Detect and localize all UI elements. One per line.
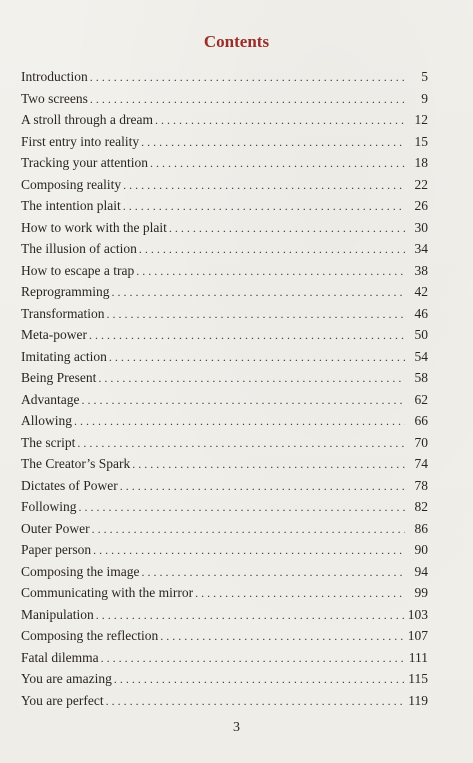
toc-dot-leader [90, 89, 405, 111]
toc-entry-page-number: 119 [408, 692, 428, 708]
toc-entry-title: You are perfect [21, 692, 104, 708]
toc-entry [21, 88, 428, 110]
toc-dot-leader [142, 562, 406, 584]
toc-entry-title: Composing the reflection [21, 628, 159, 643]
toc-entry [21, 604, 428, 626]
toc-entry [21, 582, 428, 604]
toc-entry [21, 152, 428, 174]
toc-entry-page-number: 38 [414, 262, 428, 278]
toc-entry-page-number: 66 [414, 413, 428, 428]
toc-entry-title: The illusion of action [21, 241, 137, 256]
toc-dot-leader [123, 175, 405, 197]
toc-entry-page-number: 26 [414, 198, 428, 213]
toc-entry-page-number: 62 [414, 391, 428, 407]
toc-entry-page-number: 86 [414, 520, 428, 536]
toc-entry [21, 389, 428, 411]
toc-entry-page-number: 115 [408, 671, 428, 686]
toc-dot-leader [93, 540, 405, 562]
toc-entry-page-number: 107 [407, 628, 428, 643]
toc-entry-page-number: 42 [414, 284, 428, 299]
toc-dot-leader [106, 691, 405, 713]
toc-dot-leader [96, 605, 405, 627]
toc-entry-title: How to escape a trap [21, 262, 135, 278]
toc-dot-leader [160, 626, 405, 648]
toc-entry-title: Transformation [21, 305, 105, 321]
toc-entry [21, 410, 428, 432]
toc-entry [21, 496, 428, 518]
toc-entry-title: You are amazing [21, 671, 112, 686]
toc-entry-page-number: 5 [421, 69, 428, 84]
toc-entry-page-number: 22 [414, 176, 428, 192]
toc-entry-title: Being Present [21, 370, 97, 385]
toc-entry-title: Paper person [21, 542, 92, 557]
toc-entry [21, 432, 428, 454]
toc-entry-page-number: 46 [414, 305, 428, 321]
toc-entry-title: Dictates of Power [21, 477, 118, 493]
toc-dot-leader [79, 497, 405, 519]
toc-entry-title: Two screens [21, 90, 88, 106]
toc-entry-title: Advantage [21, 391, 80, 407]
toc-dot-leader [155, 110, 405, 132]
toc-entry [21, 690, 428, 712]
toc-entry [21, 174, 428, 196]
toc-dot-leader [74, 411, 405, 433]
toc-entry-page-number: 70 [414, 434, 428, 450]
toc-dot-leader [136, 261, 405, 283]
toc-entry-title: Reprogramming [21, 284, 110, 299]
toc-entry [21, 324, 428, 346]
toc-entry [21, 367, 428, 389]
toc-entry-title: Following [21, 499, 77, 514]
toc-entry [21, 281, 428, 303]
toc-entry-page-number: 12 [414, 112, 428, 127]
toc-entry-title: How to work with the plait [21, 219, 167, 235]
toc-entry-page-number: 54 [414, 348, 428, 364]
toc-dot-leader [195, 583, 405, 605]
toc-entry-title: Allowing [21, 413, 73, 428]
toc-entry [21, 109, 428, 131]
toc-entry-page-number: 74 [414, 456, 428, 471]
toc-entry-title: Manipulation [21, 606, 94, 622]
toc-entry-title: Outer Power [21, 520, 90, 536]
toc-entry [21, 217, 428, 239]
toc-entry [21, 647, 428, 669]
toc-dot-leader [98, 368, 405, 390]
toc-entry-title: Meta-power [21, 327, 87, 342]
toc-entry [21, 539, 428, 561]
toc-dot-leader [111, 282, 405, 304]
toc-entry-title: Imitating action [21, 348, 107, 364]
toc-entry-title: First entry into reality [21, 133, 140, 149]
toc-entry [21, 346, 428, 368]
toc-dot-leader [92, 519, 405, 541]
toc-dot-leader [101, 648, 405, 670]
toc-entry-page-number: 99 [414, 585, 428, 600]
toc-entry [21, 195, 428, 217]
toc-entry-page-number: 94 [414, 563, 428, 579]
toc-dot-leader [139, 239, 405, 261]
toc-entry-page-number: 78 [414, 477, 428, 493]
toc-entry [21, 238, 428, 260]
toc-entry [21, 561, 428, 583]
toc-entry-page-number: 50 [414, 327, 428, 342]
toc-entry-page-number: 18 [414, 155, 428, 170]
toc-dot-leader [132, 454, 405, 476]
toc-entry-title: Composing the image [21, 563, 140, 579]
toc-entry-page-number: 15 [414, 133, 428, 149]
toc-entry-title: The Creator’s Spark [21, 456, 131, 471]
toc-entry-page-number: 103 [407, 606, 428, 622]
toc-dot-leader [150, 153, 405, 175]
toc-dot-leader [123, 196, 405, 218]
toc-dot-leader [77, 433, 405, 455]
toc-entry-title: Composing reality [21, 176, 122, 192]
toc-dot-leader [89, 325, 405, 347]
toc-dot-leader [109, 347, 405, 369]
toc-dot-leader [120, 476, 405, 498]
toc-entry [21, 518, 428, 540]
toc-dot-leader [169, 218, 405, 240]
toc-entry-page-number: 111 [408, 649, 428, 665]
toc-entry [21, 260, 428, 282]
toc-dot-leader [90, 67, 405, 89]
page-number: 3 [233, 720, 240, 735]
toc-entry [21, 131, 428, 153]
toc-entry-page-number: 82 [414, 499, 428, 514]
toc-entry [21, 66, 428, 88]
toc-entry-title: A stroll through a dream [21, 112, 153, 127]
toc-entry [21, 668, 428, 690]
toc-entry-page-number: 30 [414, 219, 428, 235]
toc-entry-title: The script [21, 434, 76, 450]
toc-dot-leader [114, 669, 405, 691]
toc-entry [21, 303, 428, 325]
contents-heading: Contents [203, 32, 270, 51]
toc-entry [21, 625, 428, 647]
toc-entry-page-number: 90 [414, 542, 428, 557]
toc-entry-title: Tracking your attention [21, 155, 148, 170]
toc-entry-page-number: 58 [414, 370, 428, 385]
toc-dot-leader [141, 132, 405, 154]
table-of-contents [21, 66, 428, 711]
toc-entry-title: Fatal dilemma [21, 649, 99, 665]
toc-dot-leader [107, 304, 406, 326]
toc-entry-title: The intention plait [21, 198, 121, 213]
toc-entry-page-number: 34 [414, 241, 428, 256]
toc-entry-title: Communicating with the mirror [21, 585, 194, 600]
toc-entry [21, 475, 428, 497]
toc-entry-page-number: 9 [421, 90, 428, 106]
toc-entry-title: Introduction [21, 69, 88, 84]
toc-dot-leader [81, 390, 405, 412]
toc-entry [21, 453, 428, 475]
